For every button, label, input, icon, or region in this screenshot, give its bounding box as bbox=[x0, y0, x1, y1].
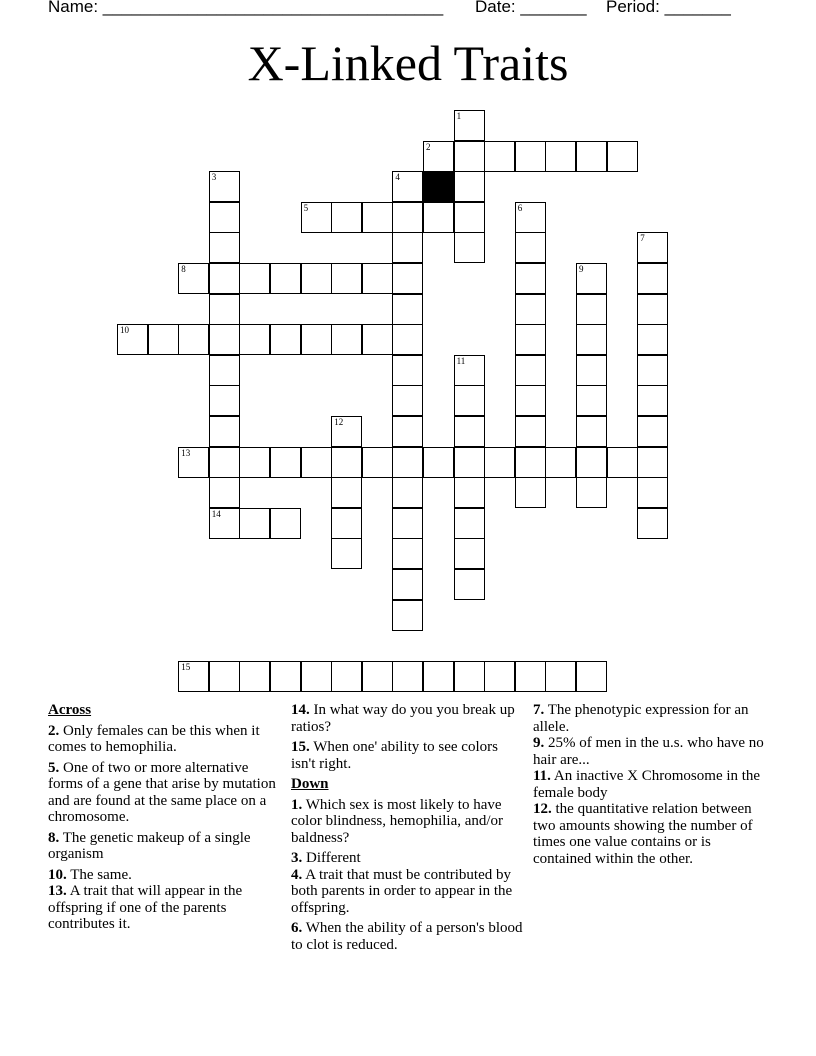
grid-cell[interactable] bbox=[209, 477, 240, 508]
grid-cell[interactable] bbox=[515, 263, 546, 294]
grid-cell[interactable] bbox=[209, 324, 240, 355]
grid-cell[interactable] bbox=[637, 324, 668, 355]
clue-number: 5 bbox=[303, 202, 309, 213]
grid-cell[interactable] bbox=[209, 447, 240, 478]
grid-cell[interactable] bbox=[545, 141, 576, 172]
grid-cell[interactable] bbox=[392, 385, 423, 416]
clue-number: 6 bbox=[517, 202, 523, 213]
grid-cell[interactable] bbox=[515, 355, 546, 386]
grid-cell[interactable] bbox=[637, 416, 668, 447]
grid-cell[interactable] bbox=[331, 263, 362, 294]
grid-cell[interactable] bbox=[362, 324, 393, 355]
clue-down-4: 4. A trait that must be contributed by both parents in order to appear in the offspring. bbox=[291, 866, 513, 916]
clue-number: 7 bbox=[640, 233, 645, 244]
grid-cell[interactable] bbox=[209, 661, 240, 692]
clue-number: 2 bbox=[426, 141, 431, 152]
clue-across-14: 14. In what way do you you break up ratios? bbox=[291, 702, 515, 735]
grid-cell[interactable] bbox=[301, 447, 332, 478]
page-title: X-Linked Traits bbox=[247, 35, 569, 91]
grid-cell[interactable] bbox=[392, 661, 423, 692]
grid-cell[interactable] bbox=[515, 385, 546, 416]
grid-cell[interactable] bbox=[209, 202, 240, 233]
grid-cell[interactable] bbox=[607, 447, 638, 478]
grid-cell[interactable] bbox=[576, 447, 607, 478]
clue-number: 9 bbox=[579, 264, 584, 274]
grid-cell[interactable] bbox=[454, 569, 485, 600]
grid-cell[interactable] bbox=[301, 324, 332, 355]
grid-cell[interactable] bbox=[637, 447, 668, 478]
grid-cell[interactable] bbox=[515, 141, 546, 172]
grid-cell[interactable] bbox=[637, 263, 668, 294]
grid-cell[interactable] bbox=[423, 202, 454, 233]
grid-cell[interactable] bbox=[301, 263, 332, 294]
grid-cell[interactable] bbox=[454, 477, 485, 508]
grid-cell[interactable] bbox=[209, 294, 240, 325]
grid-cell[interactable] bbox=[454, 416, 485, 447]
grid-cell[interactable] bbox=[148, 324, 179, 355]
grid-cell[interactable] bbox=[454, 202, 485, 233]
grid-cell[interactable] bbox=[637, 232, 668, 263]
grid-cell[interactable] bbox=[270, 324, 301, 355]
blocked-cell bbox=[423, 171, 454, 202]
grid-cell[interactable] bbox=[392, 600, 423, 631]
grid-cell[interactable] bbox=[362, 202, 393, 233]
grid-cell[interactable] bbox=[239, 447, 270, 478]
grid-cell[interactable] bbox=[454, 508, 485, 539]
grid-cell[interactable] bbox=[392, 355, 423, 386]
grid-cell[interactable] bbox=[515, 477, 546, 508]
clue-number: 4 bbox=[395, 172, 400, 183]
clue-number: 1 bbox=[456, 111, 462, 121]
grid-cell[interactable] bbox=[454, 538, 485, 569]
grid-cell[interactable] bbox=[576, 355, 607, 386]
grid-cell[interactable] bbox=[637, 294, 668, 325]
clues-column-1 bbox=[48, 702, 283, 937]
grid-cell[interactable] bbox=[454, 661, 485, 692]
grid-cell[interactable] bbox=[301, 202, 332, 233]
clue-number: 10 bbox=[120, 325, 129, 336]
grid-cell[interactable] bbox=[209, 385, 240, 416]
grid-cell[interactable] bbox=[209, 232, 240, 263]
grid-cell[interactable] bbox=[576, 324, 607, 355]
grid-cell[interactable] bbox=[392, 324, 423, 355]
clue-across-5: 5. One of two or more alternative forms of a gene that arise by mutation and are found at the same place on a chromosome. bbox=[48, 759, 276, 825]
grid-cell[interactable] bbox=[454, 110, 485, 141]
period-field[interactable]: Period: _______ bbox=[606, 0, 731, 16]
grid-cell[interactable] bbox=[392, 263, 423, 294]
grid-cell[interactable] bbox=[392, 538, 423, 569]
clue-across-8: 8. The genetic makeup of a single organism bbox=[48, 829, 251, 862]
grid-cell[interactable] bbox=[270, 508, 301, 539]
grid-cell[interactable] bbox=[239, 661, 270, 692]
clue-across-13: 13. A trait that will appear in the offspring if one of the parents contributes it. bbox=[48, 883, 243, 932]
grid-cell[interactable] bbox=[545, 661, 576, 692]
grid-cell[interactable] bbox=[270, 661, 301, 692]
grid-cell[interactable] bbox=[484, 141, 515, 172]
grid-cell[interactable] bbox=[239, 508, 270, 539]
grid-cell[interactable] bbox=[331, 202, 362, 233]
grid-cell[interactable] bbox=[576, 385, 607, 416]
grid-cell[interactable] bbox=[392, 447, 423, 478]
grid-cell[interactable] bbox=[576, 661, 607, 692]
clue-number: 15 bbox=[181, 661, 191, 672]
grid-cell[interactable] bbox=[637, 355, 668, 386]
grid-cell[interactable] bbox=[362, 661, 393, 692]
grid-cell[interactable] bbox=[637, 477, 668, 508]
grid-cell[interactable] bbox=[392, 508, 423, 539]
grid-cell[interactable] bbox=[637, 385, 668, 416]
grid-cell[interactable] bbox=[331, 324, 362, 355]
grid-cell[interactable] bbox=[209, 171, 240, 202]
grid-cell[interactable] bbox=[301, 661, 332, 692]
clue-across-10: 10. The same. bbox=[48, 866, 132, 883]
clue-down-1: 1. Which sex is most likely to have color blindness, hemophilia, and/or baldness? bbox=[291, 796, 504, 846]
grid-cell[interactable] bbox=[454, 385, 485, 416]
grid-cell[interactable] bbox=[331, 661, 362, 692]
grid-cell[interactable] bbox=[178, 447, 209, 478]
grid-cell[interactable] bbox=[392, 569, 423, 600]
grid-cell[interactable] bbox=[576, 141, 607, 172]
clue-number: 13 bbox=[181, 447, 191, 458]
date-field[interactable]: Date: _______ bbox=[475, 0, 587, 16]
grid-cell[interactable] bbox=[545, 447, 576, 478]
clue-number: 8 bbox=[181, 264, 186, 274]
grid-cell[interactable] bbox=[362, 263, 393, 294]
grid-cell[interactable] bbox=[515, 661, 546, 692]
grid-cell[interactable] bbox=[331, 538, 362, 569]
grid-cell[interactable] bbox=[454, 355, 485, 386]
clue-number: 11 bbox=[456, 355, 466, 366]
grid-cell[interactable] bbox=[515, 447, 546, 478]
grid-cell[interactable] bbox=[392, 416, 423, 447]
grid-cell[interactable] bbox=[117, 324, 148, 355]
grid-cell[interactable] bbox=[423, 141, 454, 172]
clues-column-3 bbox=[533, 702, 768, 871]
clue-down-9: 9. 25% of men in the u.s. who have no hair are... bbox=[533, 735, 764, 768]
grid-cell[interactable] bbox=[209, 355, 240, 386]
clue-number: 12 bbox=[334, 417, 344, 427]
clue-down-3: 3. Different bbox=[291, 850, 361, 866]
grid-cell[interactable] bbox=[637, 508, 668, 539]
grid-cell[interactable] bbox=[239, 324, 270, 355]
grid-cell[interactable] bbox=[392, 171, 423, 202]
grid-cell[interactable] bbox=[515, 232, 546, 263]
clue-down-6: 6. When the ability of a person's blood to clot is reduced. bbox=[291, 920, 523, 953]
grid-cell[interactable] bbox=[392, 232, 423, 263]
down-heading: Down bbox=[291, 776, 329, 792]
grid-cell[interactable] bbox=[331, 508, 362, 539]
grid-cell[interactable] bbox=[270, 263, 301, 294]
grid-cell[interactable] bbox=[178, 263, 209, 294]
across-heading: Across bbox=[48, 702, 92, 718]
grid-cell[interactable] bbox=[484, 661, 515, 692]
grid-cell[interactable] bbox=[178, 661, 209, 692]
clues-column-2 bbox=[291, 702, 526, 957]
grid-cell[interactable] bbox=[454, 141, 485, 172]
name-field[interactable]: Name: ____________________________________ bbox=[48, 0, 444, 16]
clue-number: 3 bbox=[211, 172, 217, 183]
clue-down-11: 11. An inactive X Chromosome in the female body bbox=[533, 768, 761, 801]
grid-cell[interactable] bbox=[178, 324, 209, 355]
grid-cell[interactable] bbox=[454, 171, 485, 202]
clue-across-15: 15. When one' ability to see colors isn't right. bbox=[291, 739, 498, 772]
clue-down-12: 12. the quantitative relation between two amounts showing the number of times one value contains or is contained within the other. bbox=[533, 801, 753, 867]
grid-cell[interactable] bbox=[484, 447, 515, 478]
grid-cell[interactable] bbox=[392, 477, 423, 508]
grid-cell[interactable] bbox=[209, 416, 240, 447]
grid-cell[interactable] bbox=[515, 294, 546, 325]
grid-cell[interactable] bbox=[331, 447, 362, 478]
grid-cell[interactable] bbox=[423, 447, 454, 478]
grid-cell[interactable] bbox=[515, 416, 546, 447]
grid-cell[interactable] bbox=[209, 263, 240, 294]
grid-cell[interactable] bbox=[454, 447, 485, 478]
grid-cell[interactable] bbox=[423, 661, 454, 692]
grid-cell[interactable] bbox=[362, 447, 393, 478]
clue-across-2: 2. Only females can be this when it comes to hemophilia. bbox=[48, 722, 260, 755]
grid-cell[interactable] bbox=[515, 324, 546, 355]
grid-cell[interactable] bbox=[454, 232, 485, 263]
grid-cell[interactable] bbox=[576, 294, 607, 325]
clue-down-7: 7. The phenotypic expression for an allele. bbox=[533, 702, 749, 735]
grid-cell[interactable] bbox=[331, 477, 362, 508]
grid-cell[interactable] bbox=[209, 508, 240, 539]
grid-cell[interactable] bbox=[270, 447, 301, 478]
grid-cell[interactable] bbox=[515, 202, 546, 233]
grid-cell[interactable] bbox=[239, 263, 270, 294]
clue-number: 14 bbox=[211, 508, 221, 519]
grid-cell[interactable] bbox=[576, 416, 607, 447]
grid-cell[interactable] bbox=[576, 263, 607, 294]
grid-cell[interactable] bbox=[392, 294, 423, 325]
grid-cell[interactable] bbox=[576, 477, 607, 508]
grid-cell[interactable] bbox=[331, 416, 362, 447]
grid-cell[interactable] bbox=[392, 202, 423, 233]
grid-cell[interactable] bbox=[607, 141, 638, 172]
